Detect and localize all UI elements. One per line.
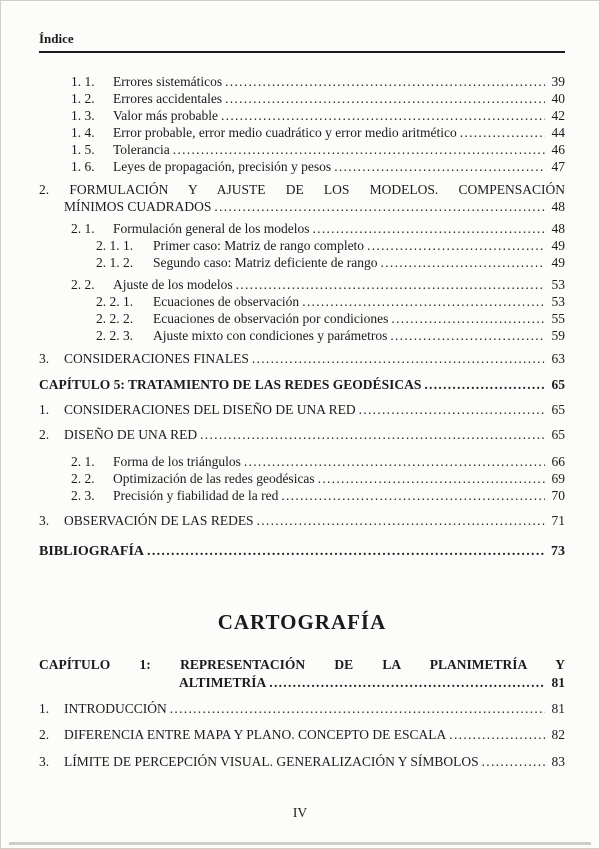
page-number-footer: IV (292, 805, 308, 820)
dot-leader (359, 401, 545, 418)
entry-page: 69 (551, 471, 565, 486)
entry-page: 63 (551, 351, 565, 366)
dot-leader (424, 376, 545, 393)
entry-page: 47 (551, 159, 565, 174)
entry-number: 3. (39, 351, 50, 366)
toc-entry (39, 470, 565, 487)
entry-page: 65 (551, 402, 565, 417)
toc-entry (39, 181, 565, 215)
entry-title: CONSIDERACIONES FINALES (64, 351, 249, 366)
entry-number: 2. 1. (71, 221, 95, 236)
dot-leader (449, 726, 545, 743)
entry-title: Error probable, error medio cuadrático y error medio aritmético (113, 125, 457, 140)
entry-title-continued: MÍNIMOS CUADRADOS (64, 199, 212, 214)
dot-leader (170, 700, 545, 717)
entry-title: DISEÑO DE UNA RED (64, 427, 198, 442)
dot-leader (460, 124, 545, 141)
toc-entry (39, 700, 565, 717)
dot-leader (281, 487, 545, 504)
toc-entry (39, 426, 565, 443)
dot-leader (312, 220, 545, 237)
dot-leader (367, 237, 545, 254)
dot-leader (221, 107, 545, 124)
toc-entry (39, 310, 565, 327)
entry-page: 59 (551, 328, 565, 343)
entry-title: Leyes de propagación, precisión y pesos (113, 159, 332, 174)
entry-number: 2. 3. (71, 488, 95, 503)
toc-entry (39, 90, 565, 107)
entry-title: BIBLIOGRAFÍA (39, 544, 145, 559)
entry-title: Optimización de las redes geodésicas (113, 471, 315, 486)
table-of-contents (39, 73, 565, 770)
entry-page: 66 (551, 454, 565, 469)
toc-entry (39, 726, 565, 743)
entry-title: Formulación general de los modelos (113, 221, 310, 236)
toc-entry (39, 254, 565, 271)
entry-title: Ecuaciones de observación por condiciones (153, 311, 389, 326)
entry-line-1 (39, 181, 565, 198)
toc-entry (39, 107, 565, 124)
toc-entry (39, 158, 565, 175)
entry-page: 55 (551, 311, 565, 326)
entry-number: 1. 5. (71, 142, 95, 157)
entry-page: 65 (551, 427, 565, 442)
entry-page: 65 (551, 377, 565, 392)
toc-entry (39, 350, 565, 367)
entry-number: 3. (39, 754, 50, 769)
toc-entry (39, 327, 565, 344)
page-header (39, 1, 565, 53)
toc-entry (39, 141, 565, 158)
entry-number: 2. 1. (71, 454, 95, 469)
dot-leader (225, 73, 545, 90)
toc-entry (39, 753, 565, 770)
entry-title: FORMULACIÓN Y AJUSTE DE LOS MODELOS. COMPENSACIÓN (69, 182, 565, 197)
dot-leader (225, 90, 545, 107)
entry-number: 1. 2. (71, 91, 95, 106)
entry-page: 44 (551, 125, 565, 140)
toc-entry-chapter (39, 376, 565, 393)
entry-page: 40 (551, 91, 565, 106)
entry-page: 46 (551, 142, 565, 157)
toc-entry-bibliography (39, 543, 565, 561)
toc-entry (39, 487, 565, 504)
toc-entry (39, 124, 565, 141)
entry-page: 53 (551, 277, 565, 292)
entry-page: 83 (551, 754, 565, 769)
chapter-title: REPRESENTACIÓN DE LA PLANIMETRÍA Y (180, 657, 565, 672)
entry-title: INTRODUCCIÓN (64, 701, 167, 716)
dot-leader (147, 543, 545, 561)
entry-title: Precisión y fiabilidad de la red (113, 488, 279, 503)
entry-number: 2. 2. (71, 471, 95, 486)
entry-title: DIFERENCIA ENTRE MAPA Y PLANO. CONCEPTO DE ESCALA (64, 727, 447, 742)
toc-entry (39, 401, 565, 418)
section-heading: CARTOGRAFÍA (217, 610, 387, 634)
entry-number: 1. 6. (71, 159, 95, 174)
toc-entry (39, 453, 565, 470)
entry-number: 1. 1. (71, 74, 95, 89)
entry-number: 2. 2. 2. (96, 311, 134, 326)
entry-title: Ajuste de los modelos (113, 277, 233, 292)
toc-entry (39, 293, 565, 310)
entry-line-1 (39, 656, 565, 674)
chapter-number: CAPÍTULO 1: (39, 657, 151, 672)
dot-leader (252, 350, 545, 367)
header-rule (39, 51, 565, 53)
entry-page: 81 (551, 701, 565, 716)
entry-number: 2. 2. 1. (96, 294, 134, 309)
entry-page: 73 (551, 544, 565, 559)
entry-title: Forma de los triángulos (113, 454, 241, 469)
entry-number: 1. 4. (71, 125, 95, 140)
dot-leader (236, 276, 545, 293)
entry-page: 70 (551, 488, 565, 503)
entry-title: Segundo caso: Matriz deficiente de rango (153, 255, 378, 270)
entry-title: LÍMITE DE PERCEPCIÓN VISUAL. GENERALIZACIÓN Y SÍMBOLOS (64, 754, 479, 769)
entry-page: 81 (551, 675, 565, 690)
entry-title: OBSERVACIÓN DE LAS REDES (64, 513, 254, 528)
toc-entry (39, 512, 565, 529)
entry-page: 53 (551, 294, 565, 309)
entry-number: 2. (39, 727, 50, 742)
entry-number: 1. (39, 701, 50, 716)
entry-number: 2. 2. 3. (96, 328, 134, 343)
entry-number: 2. 1. 1. (96, 238, 134, 253)
toc-entry (39, 237, 565, 254)
entry-page: 49 (551, 238, 565, 253)
dot-leader (244, 453, 545, 470)
entry-title: Errores accidentales (113, 91, 223, 106)
entry-page: 48 (551, 199, 565, 214)
dot-leader (173, 141, 545, 158)
dot-leader (318, 470, 545, 487)
chapter-title-continued: ALTIMETRÍA (179, 675, 267, 690)
entry-title: Valor más probable (113, 108, 218, 123)
chapter-title: CAPÍTULO 5: TRATAMIENTO DE LAS REDES GEODÉSICAS (39, 377, 422, 392)
entry-number: 3. (39, 513, 50, 528)
entry-page: 48 (551, 221, 565, 236)
entry-page: 39 (551, 74, 565, 89)
toc-entry (39, 73, 565, 90)
entry-page: 42 (551, 108, 565, 123)
dot-leader (257, 512, 545, 529)
dot-leader (302, 293, 545, 310)
entry-title: CONSIDERACIONES DEL DISEÑO DE UNA RED (64, 402, 356, 417)
entry-title: Ecuaciones de observación (153, 294, 300, 309)
dot-leader (381, 254, 545, 271)
entry-page: 82 (551, 727, 565, 742)
entry-title: Errores sistemáticos (113, 74, 223, 89)
scan-edge-artifact (9, 842, 591, 845)
entry-title: Tolerancia (113, 142, 170, 157)
dot-leader (200, 426, 545, 443)
entry-number: 2. (39, 182, 50, 197)
toc-entry (39, 220, 565, 237)
dot-leader (214, 198, 545, 215)
entry-number: 2. 1. 2. (96, 255, 134, 270)
page-header-title: Índice (39, 31, 74, 46)
dot-leader (391, 310, 545, 327)
dot-leader (334, 158, 545, 175)
dot-leader (482, 753, 545, 770)
entry-page: 71 (551, 513, 565, 528)
entry-number: 2. 2. (71, 277, 95, 292)
entry-number: 2. (39, 427, 50, 442)
entry-title: Ajuste mixto con condiciones y parámetros (153, 328, 388, 343)
entry-number: 1. (39, 402, 50, 417)
dot-leader (390, 327, 545, 344)
toc-entry-chapter (39, 656, 565, 691)
entry-line-2 (39, 198, 565, 215)
dot-leader (269, 674, 545, 691)
entry-line-2 (39, 674, 565, 691)
entry-title: Primer caso: Matriz de rango completo (153, 238, 365, 253)
toc-entry (39, 276, 565, 293)
entry-page: 49 (551, 255, 565, 270)
entry-number: 1. 3. (71, 108, 95, 123)
